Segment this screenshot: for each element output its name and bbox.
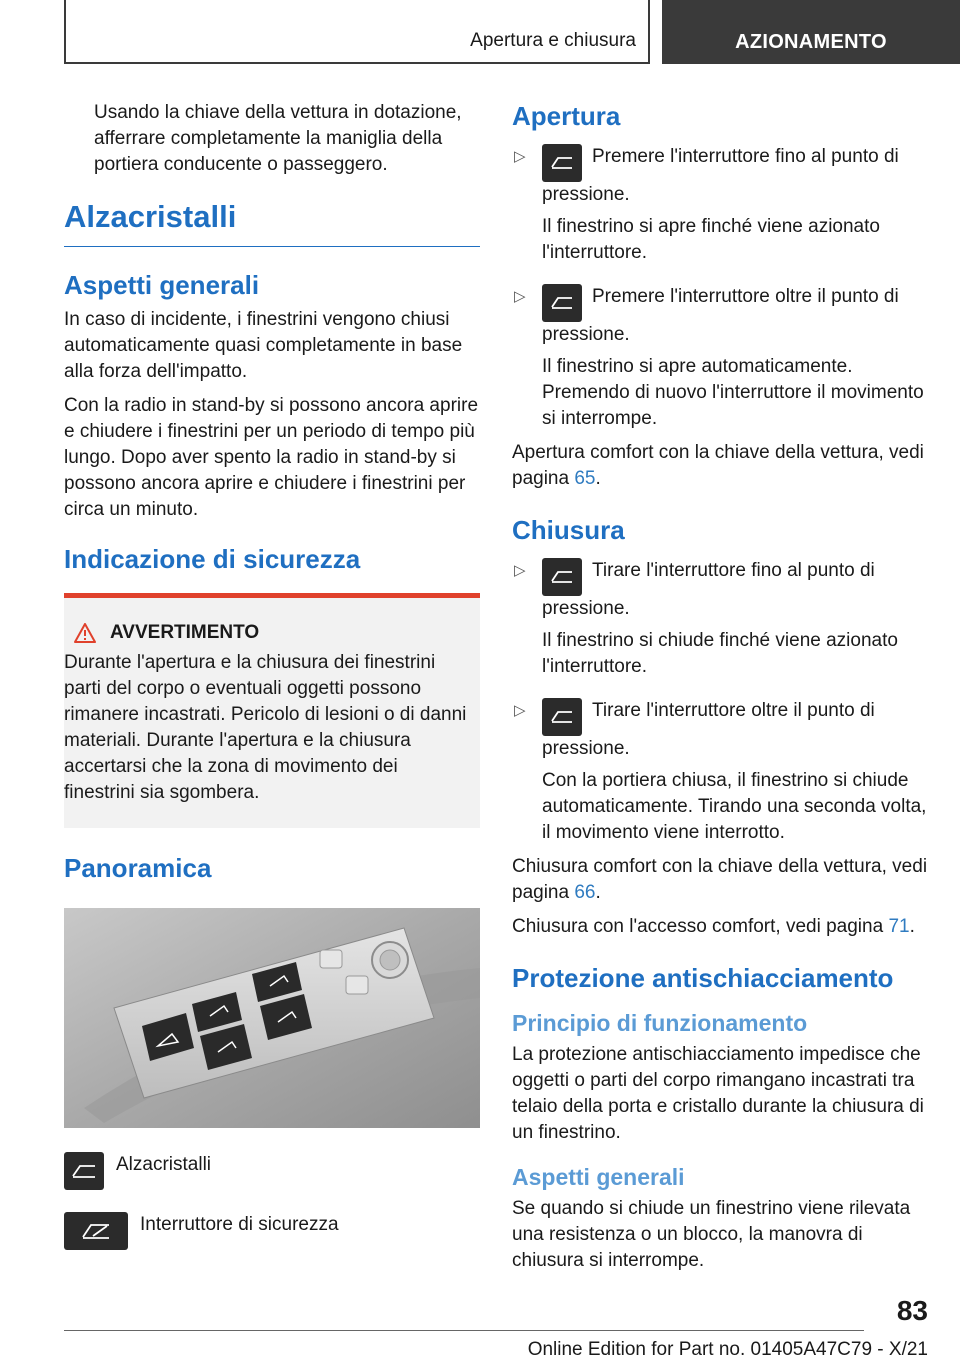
window-switch-icon <box>542 284 582 322</box>
footer-rule <box>64 1330 864 1331</box>
close-comfort-label: Chiusura comfort con la chiave della vettura, vedi pagina <box>512 856 928 903</box>
warning-box <box>64 593 480 828</box>
safety-switch-icon <box>64 1212 128 1250</box>
page-number: 83 <box>896 1295 928 1326</box>
open-step-1 <box>512 144 928 266</box>
legend-window-lifter <box>64 1152 480 1190</box>
general-paragraph-1: In caso di incidente, i finestrini vengono chiusi automaticamente quasi completamente in base alla forza dell'impatto. <box>64 309 463 382</box>
open-step-2-detail: Il finestrino si apre automaticamente. Premendo di nuovo l'interruttore il movimento si interrompe. <box>542 356 924 429</box>
legend-safety-switch <box>64 1212 480 1250</box>
heading-safety: Indicazione di sicurezza <box>64 544 361 574</box>
open-comfort-text: Apertura comfort con la chiave della vettura, vedi pagina 65. <box>512 442 924 489</box>
window-switch-icon <box>542 144 582 182</box>
right-column <box>512 100 928 1282</box>
legend-safety-label: Interruttore di sicurezza <box>140 1214 339 1235</box>
close-access-page-link[interactable]: 71 <box>888 916 910 937</box>
warning-text: Durante l'apertura e la chiusura dei finestrini parti del corpo o eventuali oggetti possono rimanere incastrati. Pericolo di lesioni o di danni materiali. Durante l'apertura e la chiusura accertarsi che la zona di movimento dei finestrini sia sgombera. <box>64 652 467 803</box>
close-comfort-text: Chiusura comfort con la chiave della vettura, vedi pagina 66. <box>512 856 928 903</box>
legend-window-label: Alzacristalli <box>116 1154 212 1175</box>
heading-overview: Panoramica <box>64 853 212 883</box>
heading-principle: Principio di funzionamento <box>512 1010 808 1036</box>
header-rule-bottom <box>64 62 650 64</box>
close-step-2-text: Tirare l'interruttore oltre il punto di pressione. <box>542 700 875 759</box>
section-title: Apertura e chiusura <box>470 30 636 51</box>
intro-paragraph: Usando la chiave della vettura in dotazione, afferrare completamente la maniglia della portiera conducente o passeggero. <box>94 102 462 175</box>
bullet-triangle-icon: ▷ <box>514 562 526 579</box>
warning-header <box>64 620 472 646</box>
window-switch-icon <box>542 698 582 736</box>
heading-pinch-protection: Protezione antischiacciamento <box>512 963 894 993</box>
general-paragraph-2: Con la radio in stand-by si possono ancora aprire e chiudere i finestrini per un periodo di tempo più lungo. Dopo aver spento la radio in stand-by si possono ancora aprire e chiudere i finestrini per circa un minuto. <box>64 395 479 520</box>
close-step-1 <box>512 558 928 680</box>
heading-alzacristalli: Alzacristalli <box>64 198 480 247</box>
open-comfort-page-link[interactable]: 65 <box>574 468 596 489</box>
close-step-2 <box>512 698 928 846</box>
heading-general: Aspetti generali <box>64 270 260 300</box>
principle-paragraph: La protezione antischiacciamento impedisce che oggetti o parti del corpo rimangano incastrati tra telaio della porta e cristallo durante la chiusura di un finestrino. <box>512 1044 924 1143</box>
heading-open: Apertura <box>512 101 621 131</box>
open-step-2-text: Premere l'interruttore oltre il punto di pressione. <box>542 286 899 345</box>
left-column <box>64 100 480 1250</box>
warning-title: AVVERTIMENTO <box>110 622 260 643</box>
window-lifter-icon <box>64 1152 104 1190</box>
window-switch-icon <box>542 558 582 596</box>
open-step-1-detail: Il finestrino si apre finché viene azionato l'interruttore. <box>542 216 880 263</box>
warning-triangle-icon <box>74 623 96 643</box>
open-step-2 <box>512 284 928 432</box>
open-comfort-label: Apertura comfort con la chiave della vettura, vedi pagina <box>512 442 924 489</box>
heading-general-right: Aspetti generali <box>512 1164 685 1190</box>
close-comfort-page-link[interactable]: 66 <box>574 882 596 903</box>
header-rule-right <box>648 0 650 64</box>
close-step-1-text: Tirare l'interruttore fino al punto di pressione. <box>542 560 875 619</box>
close-access-text: Chiusura con l'accesso comfort, vedi pagina 71. <box>512 916 915 937</box>
bullet-triangle-icon: ▷ <box>514 148 526 165</box>
close-step-2-detail: Con la portiera chiusa, il finestrino si chiude automaticamente. Tirando una seconda volta, il movimento viene interrotto. <box>542 770 927 843</box>
footer-edition: Online Edition for Part no. 01405A47C79 - X/21 <box>527 1339 928 1360</box>
general-right-paragraph: Se quando si chiude un finestrino viene rilevata una resistenza o un blocco, la manovra di chiusura si interrompe. <box>512 1198 911 1271</box>
close-access-label: Chiusura con l'accesso comfort, vedi pagina <box>512 916 884 937</box>
open-step-1-text: Premere l'interruttore fino al punto di pressione. <box>542 146 899 205</box>
heading-close: Chiusura <box>512 515 625 545</box>
chapter-tab: AZIONAMENTO <box>662 0 960 64</box>
bullet-triangle-icon: ▷ <box>514 702 526 719</box>
window-switch-panel-photo <box>64 908 480 1128</box>
close-step-1-detail: Il finestrino si chiude finché viene azionato l'interruttore. <box>542 630 898 677</box>
bullet-triangle-icon: ▷ <box>514 288 526 305</box>
